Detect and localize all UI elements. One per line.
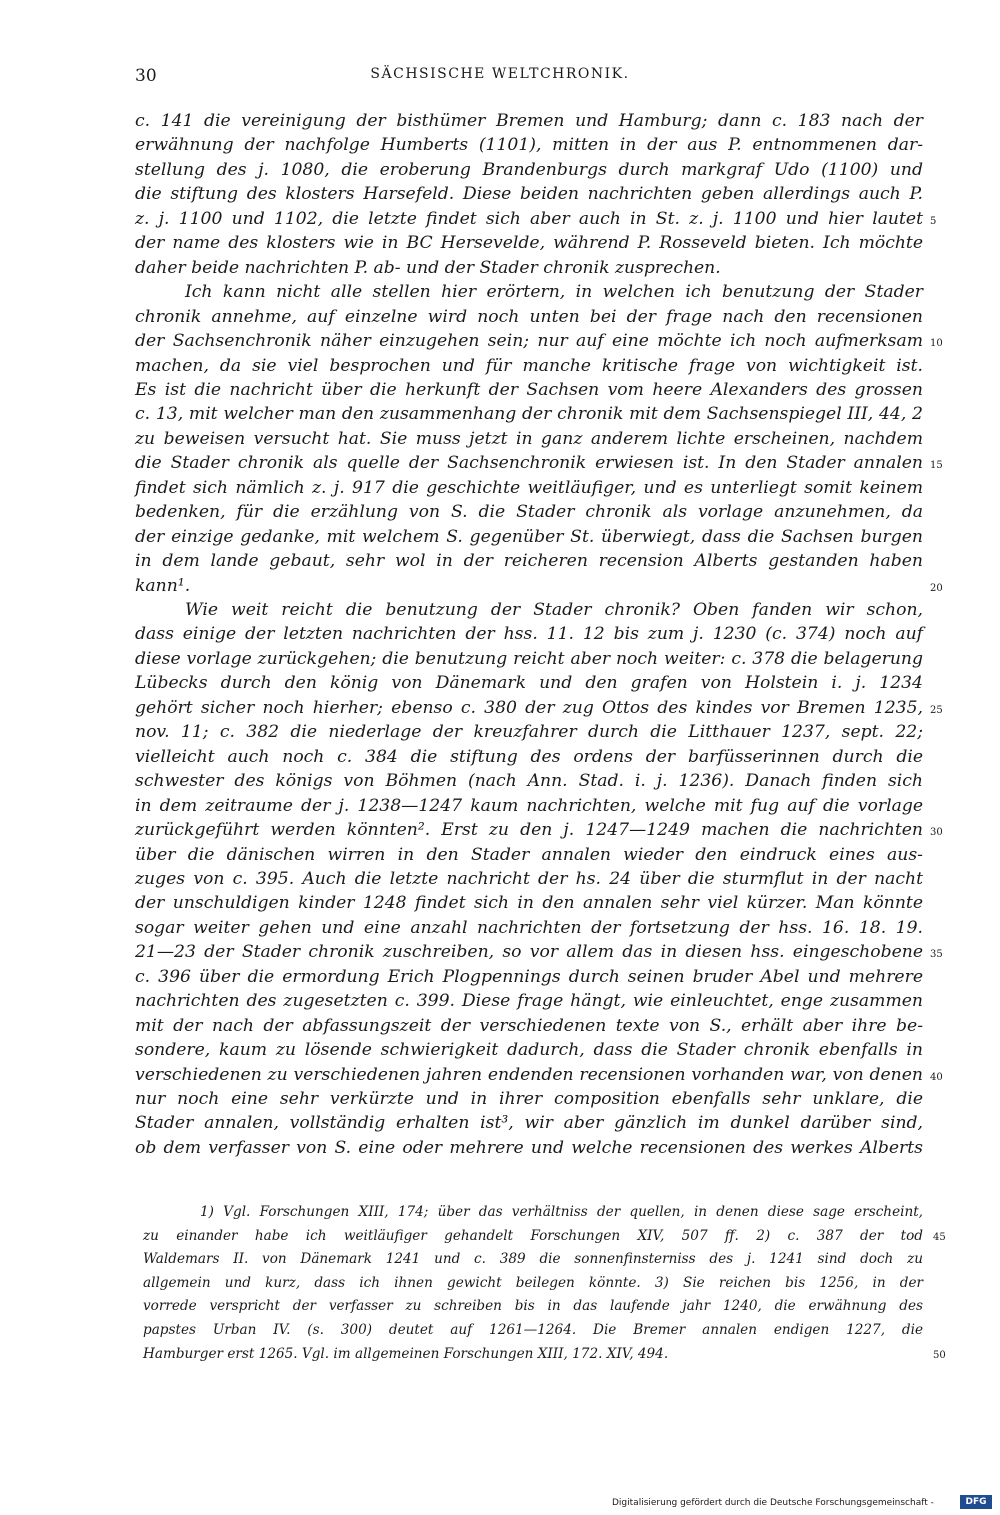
body-line: findet sich nämlich z. j. 917 die geschichte weitläufiger, und es unterliegt somit keinem — [135, 477, 923, 498]
footnote-line: vorrede verspricht der verfasser zu schreiben bis in das laufende jahr 1240, die erwähnung des — [143, 1298, 923, 1315]
body-line: zuges von c. 395. Auch die letzte nachricht der hs. 24 über die sturmflut in der nacht — [135, 868, 923, 889]
body-line: dass einige der letzten nachrichten der hss. 11. 12 bis zum j. 1230 (c. 374) noch auf — [135, 624, 923, 645]
body-line: mit der nach der abfassungszeit der verschiedenen texte von S., erhält aber ihre be- — [135, 1015, 923, 1036]
body-line: stellung des j. 1080, die eroberung Brandenburgs durch markgraf Udo (1100) und — [135, 159, 923, 180]
dfg-logo: DFG — [960, 1495, 992, 1509]
running-title: SÄCHSISCHE WELTCHRONIK. — [370, 66, 630, 82]
body-line: nachrichten des zugesetzten c. 399. Diese frage hängt, wie einleuchtet, enge zusammen — [135, 991, 923, 1012]
margin-line-number: 20 — [930, 582, 943, 594]
body-line: in dem zeitraume der j. 1238—1247 kaum nachrichten, welche mit fug auf die vorlage — [135, 795, 923, 816]
digitization-credit: Digitalisierung gefördert durch die Deutsche Forschungsgemeinschaft - — [612, 1498, 934, 1508]
body-line: die Stader chronik als quelle der Sachsenchronik erwiesen ist. In den Stader annalen — [135, 453, 923, 474]
footnote-line: papstes Urban IV. (s. 300) deutet auf 1261—1264. Die Bremer annalen endigen 1227, die — [143, 1322, 923, 1338]
body-line: Ich kann nicht alle stellen hier erörtern, in welchen ich benutzung der Stader — [185, 282, 923, 303]
body-line: in dem lande gebaut, sehr wol in der reicheren recension Alberts gestanden haben — [135, 551, 923, 572]
body-line: c. 396 über die ermordung Erich Plogpennings durch seinen bruder Abel und mehrere — [135, 966, 923, 987]
footnote-line: allgemein und kurz, dass ich ihnen gewicht beilegen könnte. 3) Sie reichen bis 1256, in der — [143, 1274, 923, 1291]
body-line: der name des klosters wie in BC Hersevelde, während P. Rosseveld bieten. Ich möchte — [135, 233, 923, 254]
footnote-line: Waldemars II. von Dänemark 1241 und c. 389 die sonnenfinsterniss des j. 1241 sind doch zu — [143, 1251, 923, 1268]
margin-line-number: 45 — [933, 1231, 946, 1243]
body-line: verschiedenen zu verschiedenen jahren endenden recensionen vorhanden war, von denen — [135, 1064, 923, 1085]
body-line: kann¹. — [135, 575, 191, 596]
margin-line-number: 5 — [930, 215, 937, 227]
body-line: schwester des königs von Böhmen (nach Ann. Stad. i. j. 1236). Danach finden sich — [135, 771, 923, 792]
body-line: diese vorlage zurückgehen; die benutzung reicht aber noch weiter: c. 378 die belagerung — [135, 648, 923, 669]
body-line: der einzige gedanke, mit welchem S. gegenüber St. überwiegt, dass die Sachsen burgen — [135, 526, 923, 547]
footnote-line: zu einander habe ich weitläufiger gehandelt Forschungen XIV, 507 ff. 2) c. 387 der tod — [143, 1227, 923, 1244]
body-line: der unschuldigen kinder 1248 findet sich in den annalen sehr viel kürzer. Man könnte — [135, 893, 923, 914]
body-line: ob dem verfasser von S. eine oder mehrere und welche recensionen des werkes Alberts — [135, 1137, 923, 1158]
body-line: Stader annalen, vollständig erhalten ist³, wir aber gänzlich im dunkel darüber sind, — [135, 1113, 923, 1134]
margin-line-number: 35 — [930, 949, 943, 961]
body-line: zu beweisen versucht hat. Sie muss jetzt in ganz anderem lichte erscheinen, nachdem — [135, 428, 923, 449]
body-line: machen, da sie viel besprochen und für manche kritische frage von wichtigkeit ist. — [135, 355, 923, 376]
margin-line-number: 25 — [930, 704, 943, 716]
body-line: erwähnung der nachfolge Humberts (1101), mitten in der aus P. entnommenen dar- — [135, 135, 923, 156]
body-line: gehört sicher noch hierher; ebenso c. 380 der zug Ottos des kindes vor Bremen 1235, — [135, 697, 923, 718]
margin-line-number: 50 — [933, 1349, 946, 1361]
footnote-line: 1) Vgl. Forschungen XIII, 174; über das verhältniss der quellen, in denen diese sage erscheint, — [200, 1204, 923, 1220]
footnote-line: Hamburger erst 1265. Vgl. im allgemeinen Forschungen XIII, 172. XIV, 494. — [143, 1345, 669, 1362]
body-line: über die dänischen wirren in den Stader annalen wieder den eindruck eines aus- — [135, 844, 923, 865]
page-number: 30 — [135, 66, 157, 86]
body-line: c. 13, mit welcher man den zusammenhang der chronik mit dem Sachsenspiegel III, 44, 2 — [135, 404, 923, 425]
body-line: bedenken, für die erzählung von S. die Stader chronik als vorlage anzunehmen, da — [135, 502, 923, 523]
margin-line-number: 40 — [930, 1071, 943, 1083]
margin-line-number: 15 — [930, 460, 943, 472]
body-line: Es ist die nachricht über die herkunft der Sachsen vom heere Alexanders des grossen — [135, 379, 923, 400]
body-line: Lübecks durch den könig von Dänemark und den grafen von Holstein i. j. 1234 — [135, 673, 923, 694]
body-line: chronik annehme, auf einzelne wird noch unten bei der frage nach den recensionen — [135, 306, 923, 327]
body-line: Wie weit reicht die benutzung der Stader chronik? Oben fanden wir schon, — [185, 600, 923, 620]
margin-line-number: 30 — [930, 827, 943, 839]
body-line: daher beide nachrichten P. ab- und der Stader chronik zusprechen. — [135, 257, 721, 278]
body-line: nur noch eine sehr verkürzte und in ihrer composition ebenfalls sehr unklare, die — [135, 1089, 923, 1109]
body-line: vielleicht auch noch c. 384 die stiftung des ordens der barfüsserinnen durch die — [135, 746, 923, 767]
body-line: nov. 11; c. 382 die niederlage der kreuzfahrer durch die Litthauer 1237, sept. 22; — [135, 722, 923, 743]
body-line: sogar weiter gehen und eine anzahl nachrichten der fortsetzung der hss. 16. 18. 19. — [135, 917, 923, 938]
body-line: z. j. 1100 und 1102, die letzte findet sich aber auch in St. z. j. 1100 und hier lautet — [135, 208, 923, 229]
body-line: sondere, kaum zu lösende schwierigkeit dadurch, dass die Stader chronik ebenfalls in — [135, 1040, 923, 1061]
body-line: zurückgeführt werden könnten². Erst zu den j. 1247—1249 machen die nachrichten — [135, 820, 923, 841]
body-line: c. 141 die vereinigung der bisthümer Bremen und Hamburg; dann c. 183 nach der — [135, 111, 923, 131]
margin-line-number: 10 — [930, 338, 943, 350]
body-line: der Sachsenchronik näher einzugehen sein; nur auf eine möchte ich noch aufmerksam — [135, 331, 923, 352]
body-line: die stiftung des klosters Harsefeld. Diese beiden nachrichten geben allerdings auch P. — [135, 184, 923, 205]
body-line: 21—23 der Stader chronik zuschreiben, so vor allem das in diesen hss. eingeschobene — [135, 942, 923, 963]
